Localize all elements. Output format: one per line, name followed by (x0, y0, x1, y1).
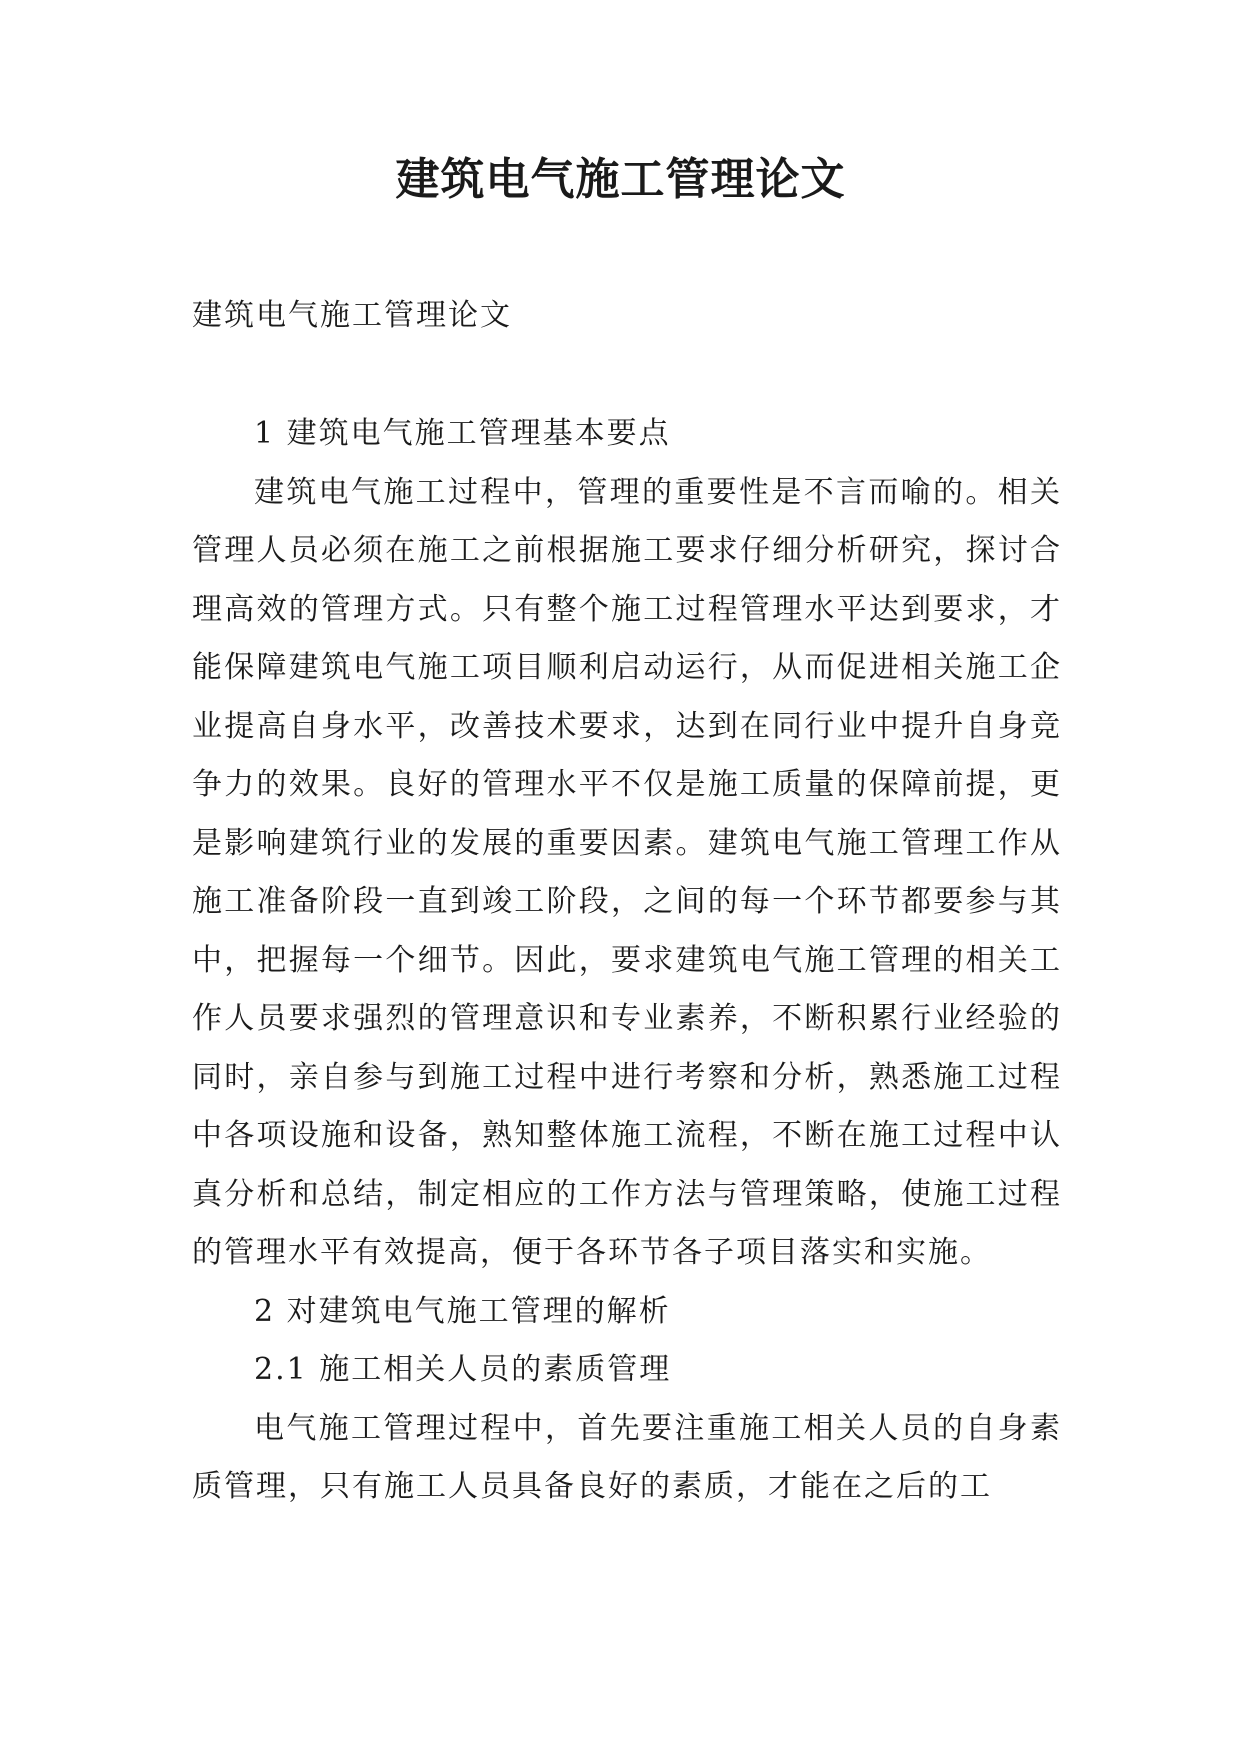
document-subtitle: 建筑电气施工管理论文 (192, 298, 512, 333)
section-heading-1: 1 建筑电气施工管理基本要点 (254, 416, 671, 451)
document-title: 建筑电气施工管理论文 (395, 154, 846, 205)
body-paragraph: 电气施工管理过程中，首先要注重施工相关人员的自身素质管理，只有施工人员具备良好的素质，才能在之后的工 (192, 1410, 1062, 1504)
body-paragraph: 建筑电气施工过程中，管理的重要性是不言而喻的。相关管理人员必须在施工之前根据施工要求仔细分析研究，探讨合理高效的管理方式。只有整个施工过程管理水平达到要求，才能保障建筑电气施工项目顺利启动运行，从而促进相关施工企业提高自身水平，改善技术要求，达到在同行业中提升自身竞争力的效果。良好的管理水平不仅是施工质量的保障前提，更是影响建筑行业的发展的重要因素。建筑电气施工管理工作从施工准备阶段一直到竣工阶段，之间的每一个环节都要参与其中，把握每一个细节。因此，要求建筑电气施工管理的相关工作人员要求强烈的管理意识和专业素养，不断积累行业经验的同时，亲自参与到施工过程中进行考察和分析，熟悉施工过程中各项设施和设备，熟知整体施工流程，不断在施工过程中认真分析和总结，制定相应的工作方法与管理策略，使施工过程的管理水平有效提高，便于各环节各子项目落实和实施。 (192, 474, 1062, 1270)
document-body (192, 405, 1062, 1517)
subsection-heading-2-1: 2.1 施工相关人员的素质管理 (254, 1352, 672, 1387)
section-heading-2: 2 对建筑电气施工管理的解析 (254, 1293, 671, 1329)
